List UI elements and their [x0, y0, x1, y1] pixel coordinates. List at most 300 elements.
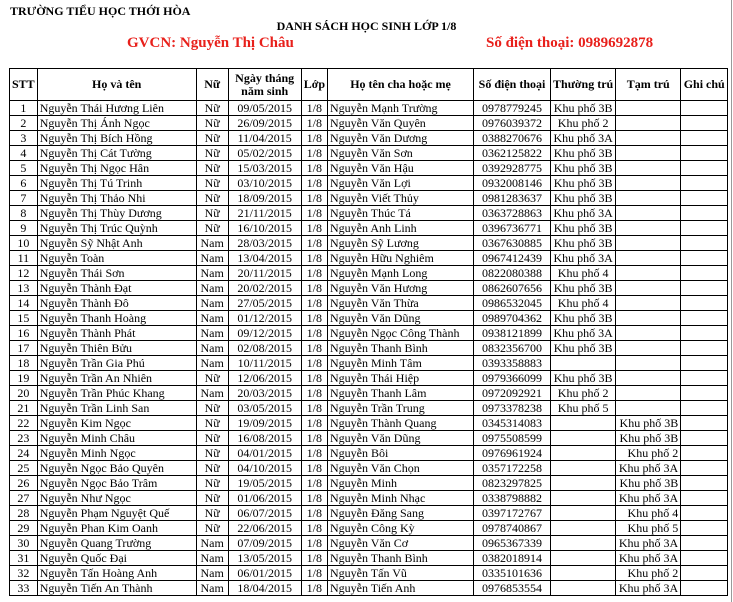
cell-name[interactable]: Nguyễn Thị Bích Hồng: [37, 131, 196, 146]
cell-gender[interactable]: Nam: [196, 281, 228, 296]
cell-dob[interactable]: 19/05/2015: [228, 476, 301, 491]
cell-note[interactable]: [681, 431, 728, 446]
cell-dob[interactable]: 27/05/2015: [228, 296, 301, 311]
cell-thuong-tru[interactable]: [551, 416, 616, 431]
cell-class[interactable]: 1/8: [301, 251, 327, 266]
cell-class[interactable]: 1/8: [301, 536, 327, 551]
cell-gender[interactable]: Nam: [196, 266, 228, 281]
cell-dob[interactable]: 18/09/2015: [228, 191, 301, 206]
cell-stt[interactable]: 4: [10, 146, 38, 161]
cell-class[interactable]: 1/8: [301, 206, 327, 221]
cell-phone[interactable]: 0367630885: [474, 236, 551, 251]
cell-class[interactable]: 1/8: [301, 476, 327, 491]
cell-name[interactable]: Nguyễn Tiến An Thành: [37, 581, 196, 596]
cell-phone[interactable]: 0363728863: [474, 206, 551, 221]
cell-note[interactable]: [681, 251, 728, 266]
cell-stt[interactable]: 27: [10, 491, 38, 506]
cell-phone[interactable]: 0975508599: [474, 431, 551, 446]
cell-phone[interactable]: 0832356700: [474, 341, 551, 356]
cell-parent[interactable]: Nguyễn Văn Dũng: [328, 311, 474, 326]
col-class[interactable]: Lớp: [301, 69, 327, 101]
cell-thuong-tru[interactable]: Khu phố 3B: [551, 281, 616, 296]
cell-tam-tru[interactable]: [616, 356, 681, 371]
cell-note[interactable]: [681, 401, 728, 416]
cell-dob[interactable]: 20/11/2015: [228, 266, 301, 281]
cell-dob[interactable]: 28/03/2015: [228, 236, 301, 251]
cell-note[interactable]: [681, 491, 728, 506]
cell-class[interactable]: 1/8: [301, 221, 327, 236]
cell-phone[interactable]: 0976961924: [474, 446, 551, 461]
cell-name[interactable]: Nguyễn Thiên Bửu: [37, 341, 196, 356]
cell-name[interactable]: Nguyễn Ngọc Bảo Quyên: [37, 461, 196, 476]
cell-stt[interactable]: 6: [10, 176, 38, 191]
cell-tam-tru[interactable]: Khu phố 3A: [616, 551, 681, 566]
cell-gender[interactable]: Nữ: [196, 116, 228, 131]
cell-dob[interactable]: 01/12/2015: [228, 311, 301, 326]
cell-parent[interactable]: Nguyễn Đăng Sang: [328, 506, 474, 521]
cell-thuong-tru[interactable]: Khu phố 3B: [551, 341, 616, 356]
cell-class[interactable]: 1/8: [301, 401, 327, 416]
cell-class[interactable]: 1/8: [301, 281, 327, 296]
col-tam-tru[interactable]: Tạm trú: [616, 69, 681, 101]
cell-gender[interactable]: Nữ: [196, 491, 228, 506]
cell-class[interactable]: 1/8: [301, 581, 327, 596]
cell-class[interactable]: 1/8: [301, 131, 327, 146]
cell-note[interactable]: [681, 326, 728, 341]
cell-dob[interactable]: 02/08/2015: [228, 341, 301, 356]
cell-gender[interactable]: Nam: [196, 356, 228, 371]
cell-gender[interactable]: Nữ: [196, 176, 228, 191]
cell-note[interactable]: [681, 536, 728, 551]
cell-note[interactable]: [681, 476, 728, 491]
cell-class[interactable]: 1/8: [301, 521, 327, 536]
cell-tam-tru[interactable]: [616, 131, 681, 146]
cell-class[interactable]: 1/8: [301, 431, 327, 446]
cell-parent[interactable]: Nguyễn Văn Dương: [328, 131, 474, 146]
cell-tam-tru[interactable]: Khu phố 5: [616, 521, 681, 536]
cell-note[interactable]: [681, 566, 728, 581]
cell-name[interactable]: Nguyễn Thị Tú Trinh: [37, 176, 196, 191]
cell-phone[interactable]: 0388270676: [474, 131, 551, 146]
cell-phone[interactable]: 0989704362: [474, 311, 551, 326]
cell-phone[interactable]: 0976853554: [474, 581, 551, 596]
cell-name[interactable]: Nguyễn Trần Phúc Khang: [37, 386, 196, 401]
cell-gender[interactable]: Nam: [196, 236, 228, 251]
cell-tam-tru[interactable]: [616, 401, 681, 416]
cell-thuong-tru[interactable]: Khu phố 2: [551, 116, 616, 131]
cell-parent[interactable]: Nguyễn Văn Cơ: [328, 536, 474, 551]
cell-parent[interactable]: Nguyễn Hữu Nghiêm: [328, 251, 474, 266]
cell-gender[interactable]: Nữ: [196, 191, 228, 206]
cell-name[interactable]: Nguyễn Trần An Nhiên: [37, 371, 196, 386]
cell-thuong-tru[interactable]: Khu phố 2: [551, 386, 616, 401]
cell-stt[interactable]: 25: [10, 461, 38, 476]
cell-gender[interactable]: Nữ: [196, 146, 228, 161]
cell-parent[interactable]: Nguyễn Văn Hương: [328, 281, 474, 296]
cell-phone[interactable]: 0822080388: [474, 266, 551, 281]
cell-dob[interactable]: 13/05/2015: [228, 551, 301, 566]
cell-tam-tru[interactable]: [616, 371, 681, 386]
cell-thuong-tru[interactable]: Khu phố 3B: [551, 221, 616, 236]
cell-class[interactable]: 1/8: [301, 146, 327, 161]
cell-phone[interactable]: 0978740867: [474, 521, 551, 536]
cell-parent[interactable]: Nguyễn Thành Quang: [328, 416, 474, 431]
cell-stt[interactable]: 14: [10, 296, 38, 311]
cell-parent[interactable]: Nguyễn Tấn Vũ: [328, 566, 474, 581]
cell-parent[interactable]: Nguyễn Văn Thừa: [328, 296, 474, 311]
cell-parent[interactable]: Nguyễn Văn Lợi: [328, 176, 474, 191]
cell-class[interactable]: 1/8: [301, 191, 327, 206]
cell-thuong-tru[interactable]: Khu phố 3A: [551, 326, 616, 341]
cell-phone[interactable]: 0357172258: [474, 461, 551, 476]
cell-gender[interactable]: Nam: [196, 581, 228, 596]
cell-note[interactable]: [681, 506, 728, 521]
cell-dob[interactable]: 05/02/2015: [228, 146, 301, 161]
cell-class[interactable]: 1/8: [301, 416, 327, 431]
cell-phone[interactable]: 0335101636: [474, 566, 551, 581]
cell-parent[interactable]: Nguyễn Công Kỳ: [328, 521, 474, 536]
cell-tam-tru[interactable]: [616, 296, 681, 311]
cell-tam-tru[interactable]: [616, 176, 681, 191]
cell-note[interactable]: [681, 236, 728, 251]
cell-gender[interactable]: Nữ: [196, 101, 228, 116]
cell-dob[interactable]: 01/06/2015: [228, 491, 301, 506]
cell-thuong-tru[interactable]: [551, 446, 616, 461]
cell-name[interactable]: Nguyễn Như Ngọc: [37, 491, 196, 506]
col-ghi-chu[interactable]: Ghi chú: [681, 69, 728, 101]
col-dob[interactable]: Ngày tháng năm sinh: [228, 69, 301, 101]
cell-phone[interactable]: 0823297825: [474, 476, 551, 491]
cell-stt[interactable]: 9: [10, 221, 38, 236]
cell-gender[interactable]: Nữ: [196, 371, 228, 386]
cell-name[interactable]: Nguyễn Thị Ánh Ngọc: [37, 116, 196, 131]
cell-dob[interactable]: 16/10/2015: [228, 221, 301, 236]
cell-parent[interactable]: Nguyễn Mạnh Trường: [328, 101, 474, 116]
cell-stt[interactable]: 7: [10, 191, 38, 206]
cell-name[interactable]: Nguyễn Trần Gia Phú: [37, 356, 196, 371]
cell-tam-tru[interactable]: [616, 236, 681, 251]
cell-parent[interactable]: Nguyễn Văn Quyên: [328, 116, 474, 131]
cell-gender[interactable]: Nữ: [196, 506, 228, 521]
cell-stt[interactable]: 33: [10, 581, 38, 596]
cell-tam-tru[interactable]: [616, 221, 681, 236]
cell-tam-tru[interactable]: Khu phố 3A: [616, 461, 681, 476]
cell-note[interactable]: [681, 581, 728, 596]
cell-name[interactable]: Nguyễn Thị Thùy Dương: [37, 206, 196, 221]
cell-gender[interactable]: Nữ: [196, 431, 228, 446]
cell-note[interactable]: [681, 446, 728, 461]
cell-thuong-tru[interactable]: Khu phố 3B: [551, 161, 616, 176]
cell-gender[interactable]: Nữ: [196, 131, 228, 146]
cell-stt[interactable]: 19: [10, 371, 38, 386]
cell-thuong-tru[interactable]: [551, 506, 616, 521]
cell-parent[interactable]: Nguyễn Minh: [328, 476, 474, 491]
cell-tam-tru[interactable]: Khu phố 4: [616, 506, 681, 521]
cell-note[interactable]: [681, 416, 728, 431]
cell-stt[interactable]: 29: [10, 521, 38, 536]
cell-parent[interactable]: Nguyễn Thanh Lâm: [328, 386, 474, 401]
cell-dob[interactable]: 21/11/2015: [228, 206, 301, 221]
cell-name[interactable]: Nguyễn Thành Đạt: [37, 281, 196, 296]
cell-thuong-tru[interactable]: [551, 566, 616, 581]
cell-gender[interactable]: Nam: [196, 341, 228, 356]
cell-dob[interactable]: 22/06/2015: [228, 521, 301, 536]
cell-name[interactable]: Nguyễn Thị Trúc Quỳnh: [37, 221, 196, 236]
cell-parent[interactable]: Nguyễn Văn Chọn: [328, 461, 474, 476]
cell-phone[interactable]: 0382018914: [474, 551, 551, 566]
cell-class[interactable]: 1/8: [301, 446, 327, 461]
cell-note[interactable]: [681, 356, 728, 371]
cell-phone[interactable]: 0967412439: [474, 251, 551, 266]
cell-thuong-tru[interactable]: [551, 581, 616, 596]
cell-name[interactable]: Nguyễn Kim Ngọc: [37, 416, 196, 431]
cell-tam-tru[interactable]: [616, 326, 681, 341]
cell-stt[interactable]: 13: [10, 281, 38, 296]
cell-phone[interactable]: 0362125822: [474, 146, 551, 161]
cell-thuong-tru[interactable]: Khu phố 4: [551, 296, 616, 311]
cell-phone[interactable]: 0972092921: [474, 386, 551, 401]
cell-dob[interactable]: 09/12/2015: [228, 326, 301, 341]
cell-thuong-tru[interactable]: Khu phố 3B: [551, 146, 616, 161]
cell-class[interactable]: 1/8: [301, 341, 327, 356]
cell-thuong-tru[interactable]: [551, 551, 616, 566]
cell-dob[interactable]: 15/03/2015: [228, 161, 301, 176]
col-stt[interactable]: STT: [10, 69, 38, 101]
cell-parent[interactable]: Nguyễn Sỹ Lương: [328, 236, 474, 251]
cell-class[interactable]: 1/8: [301, 101, 327, 116]
cell-parent[interactable]: Nguyễn Thái Hiệp: [328, 371, 474, 386]
cell-dob[interactable]: 19/09/2015: [228, 416, 301, 431]
cell-phone[interactable]: 0938121899: [474, 326, 551, 341]
cell-phone[interactable]: 0862607656: [474, 281, 551, 296]
cell-parent[interactable]: Nguyễn Ngọc Công Thành: [328, 326, 474, 341]
cell-gender[interactable]: Nam: [196, 536, 228, 551]
cell-thuong-tru[interactable]: [551, 476, 616, 491]
cell-parent[interactable]: Nguyễn Viết Thủy: [328, 191, 474, 206]
cell-note[interactable]: [681, 161, 728, 176]
cell-stt[interactable]: 1: [10, 101, 38, 116]
cell-thuong-tru[interactable]: Khu phố 3B: [551, 236, 616, 251]
cell-class[interactable]: 1/8: [301, 311, 327, 326]
cell-dob[interactable]: 11/04/2015: [228, 131, 301, 146]
cell-gender[interactable]: Nữ: [196, 521, 228, 536]
cell-dob[interactable]: 04/01/2015: [228, 446, 301, 461]
cell-phone[interactable]: 0338798882: [474, 491, 551, 506]
cell-phone[interactable]: 0978779245: [474, 101, 551, 116]
cell-gender[interactable]: Nữ: [196, 416, 228, 431]
cell-name[interactable]: Nguyễn Thị Ngọc Hân: [37, 161, 196, 176]
cell-tam-tru[interactable]: [616, 146, 681, 161]
cell-name[interactable]: Nguyễn Tấn Hoàng Anh: [37, 566, 196, 581]
cell-tam-tru[interactable]: [616, 251, 681, 266]
cell-tam-tru[interactable]: [616, 266, 681, 281]
cell-phone[interactable]: 0976039372: [474, 116, 551, 131]
cell-note[interactable]: [681, 311, 728, 326]
cell-phone[interactable]: 0397172767: [474, 506, 551, 521]
cell-note[interactable]: [681, 131, 728, 146]
cell-note[interactable]: [681, 386, 728, 401]
cell-thuong-tru[interactable]: [551, 356, 616, 371]
col-gender[interactable]: Nữ: [196, 69, 228, 101]
cell-name[interactable]: Nguyễn Quốc Đại: [37, 551, 196, 566]
cell-dob[interactable]: 09/05/2015: [228, 101, 301, 116]
cell-parent[interactable]: Nguyễn Văn Sơn: [328, 146, 474, 161]
cell-note[interactable]: [681, 206, 728, 221]
cell-thuong-tru[interactable]: Khu phố 3B: [551, 371, 616, 386]
cell-tam-tru[interactable]: [616, 311, 681, 326]
cell-dob[interactable]: 03/05/2015: [228, 401, 301, 416]
cell-stt[interactable]: 17: [10, 341, 38, 356]
cell-gender[interactable]: Nữ: [196, 476, 228, 491]
cell-dob[interactable]: 26/09/2015: [228, 116, 301, 131]
cell-tam-tru[interactable]: Khu phố 3A: [616, 536, 681, 551]
cell-stt[interactable]: 22: [10, 416, 38, 431]
cell-name[interactable]: Nguyễn Thành Đô: [37, 296, 196, 311]
cell-dob[interactable]: 16/08/2015: [228, 431, 301, 446]
cell-name[interactable]: Nguyễn Thái Sơn: [37, 266, 196, 281]
cell-phone[interactable]: 0986532045: [474, 296, 551, 311]
cell-class[interactable]: 1/8: [301, 161, 327, 176]
cell-thuong-tru[interactable]: Khu phố 3B: [551, 311, 616, 326]
cell-thuong-tru[interactable]: Khu phố 3B: [551, 176, 616, 191]
cell-stt[interactable]: 31: [10, 551, 38, 566]
cell-stt[interactable]: 23: [10, 431, 38, 446]
cell-gender[interactable]: Nam: [196, 566, 228, 581]
cell-tam-tru[interactable]: [616, 191, 681, 206]
cell-thuong-tru[interactable]: [551, 491, 616, 506]
cell-parent[interactable]: Nguyễn Anh Linh: [328, 221, 474, 236]
cell-phone[interactable]: 0973378238: [474, 401, 551, 416]
cell-gender[interactable]: Nữ: [196, 446, 228, 461]
cell-thuong-tru[interactable]: Khu phố 3A: [551, 251, 616, 266]
cell-gender[interactable]: Nam: [196, 326, 228, 341]
cell-class[interactable]: 1/8: [301, 116, 327, 131]
cell-parent[interactable]: Nguyễn Văn Dũng: [328, 431, 474, 446]
cell-class[interactable]: 1/8: [301, 551, 327, 566]
cell-stt[interactable]: 26: [10, 476, 38, 491]
cell-phone[interactable]: 0932008146: [474, 176, 551, 191]
cell-thuong-tru[interactable]: Khu phố 3A: [551, 206, 616, 221]
cell-name[interactable]: Nguyễn Minh Châu: [37, 431, 196, 446]
cell-stt[interactable]: 3: [10, 131, 38, 146]
cell-parent[interactable]: Nguyễn Mạnh Long: [328, 266, 474, 281]
cell-phone[interactable]: 0392928775: [474, 161, 551, 176]
cell-stt[interactable]: 10: [10, 236, 38, 251]
cell-dob[interactable]: 06/01/2015: [228, 566, 301, 581]
cell-phone[interactable]: 0393358883: [474, 356, 551, 371]
cell-stt[interactable]: 15: [10, 311, 38, 326]
cell-class[interactable]: 1/8: [301, 296, 327, 311]
cell-dob[interactable]: 06/07/2015: [228, 506, 301, 521]
cell-name[interactable]: Nguyễn Quang Trường: [37, 536, 196, 551]
cell-note[interactable]: [681, 146, 728, 161]
cell-stt[interactable]: 28: [10, 506, 38, 521]
cell-gender[interactable]: Nam: [196, 296, 228, 311]
cell-name[interactable]: Nguyễn Trần Linh San: [37, 401, 196, 416]
cell-name[interactable]: Nguyễn Phạm Nguyệt Quế: [37, 506, 196, 521]
cell-dob[interactable]: 12/06/2015: [228, 371, 301, 386]
cell-dob[interactable]: 20/02/2015: [228, 281, 301, 296]
cell-thuong-tru[interactable]: [551, 431, 616, 446]
cell-class[interactable]: 1/8: [301, 371, 327, 386]
cell-stt[interactable]: 2: [10, 116, 38, 131]
cell-parent[interactable]: Nguyễn Tiến Anh: [328, 581, 474, 596]
cell-thuong-tru[interactable]: Khu phố 5: [551, 401, 616, 416]
cell-tam-tru[interactable]: Khu phố 3A: [616, 581, 681, 596]
cell-phone[interactable]: 0981283637: [474, 191, 551, 206]
cell-class[interactable]: 1/8: [301, 386, 327, 401]
cell-tam-tru[interactable]: [616, 386, 681, 401]
cell-dob[interactable]: 18/04/2015: [228, 581, 301, 596]
cell-stt[interactable]: 11: [10, 251, 38, 266]
cell-parent[interactable]: Nguyễn Trần Trung: [328, 401, 474, 416]
cell-stt[interactable]: 20: [10, 386, 38, 401]
cell-class[interactable]: 1/8: [301, 461, 327, 476]
cell-parent[interactable]: Nguyễn Thanh Bình: [328, 341, 474, 356]
cell-tam-tru[interactable]: [616, 206, 681, 221]
cell-name[interactable]: Nguyễn Thanh Hoàng: [37, 311, 196, 326]
cell-tam-tru[interactable]: [616, 161, 681, 176]
cell-stt[interactable]: 5: [10, 161, 38, 176]
cell-class[interactable]: 1/8: [301, 506, 327, 521]
cell-parent[interactable]: Nguyễn Minh Tâm: [328, 356, 474, 371]
cell-name[interactable]: Nguyễn Thành Phát: [37, 326, 196, 341]
col-thuong-tru[interactable]: Thường trú: [551, 69, 616, 101]
cell-name[interactable]: Nguyễn Toàn: [37, 251, 196, 266]
cell-thuong-tru[interactable]: Khu phố 3B: [551, 191, 616, 206]
cell-note[interactable]: [681, 461, 728, 476]
cell-gender[interactable]: Nam: [196, 311, 228, 326]
col-name[interactable]: Họ và tên: [37, 69, 196, 101]
cell-name[interactable]: Nguyễn Ngọc Bảo Trâm: [37, 476, 196, 491]
cell-thuong-tru[interactable]: [551, 536, 616, 551]
cell-dob[interactable]: 03/10/2015: [228, 176, 301, 191]
cell-tam-tru[interactable]: Khu phố 3B: [616, 431, 681, 446]
cell-thuong-tru[interactable]: [551, 521, 616, 536]
cell-name[interactable]: Nguyễn Thị Thảo Nhi: [37, 191, 196, 206]
cell-phone[interactable]: 0396736771: [474, 221, 551, 236]
cell-parent[interactable]: Nguyễn Thanh Bình: [328, 551, 474, 566]
cell-dob[interactable]: 13/04/2015: [228, 251, 301, 266]
cell-tam-tru[interactable]: Khu phố 3B: [616, 416, 681, 431]
cell-dob[interactable]: 20/03/2015: [228, 386, 301, 401]
cell-parent[interactable]: Nguyễn Bôi: [328, 446, 474, 461]
cell-stt[interactable]: 18: [10, 356, 38, 371]
cell-class[interactable]: 1/8: [301, 266, 327, 281]
cell-tam-tru[interactable]: Khu phố 2: [616, 446, 681, 461]
cell-name[interactable]: Nguyễn Minh Ngọc: [37, 446, 196, 461]
cell-parent[interactable]: Nguyễn Thúc Tá: [328, 206, 474, 221]
cell-class[interactable]: 1/8: [301, 566, 327, 581]
cell-note[interactable]: [681, 176, 728, 191]
cell-stt[interactable]: 32: [10, 566, 38, 581]
cell-gender[interactable]: Nữ: [196, 221, 228, 236]
cell-gender[interactable]: Nam: [196, 386, 228, 401]
cell-dob[interactable]: 04/10/2015: [228, 461, 301, 476]
cell-note[interactable]: [681, 521, 728, 536]
col-parent[interactable]: Họ tên cha hoặc mẹ: [328, 69, 474, 101]
cell-stt[interactable]: 21: [10, 401, 38, 416]
cell-note[interactable]: [681, 101, 728, 116]
cell-tam-tru[interactable]: [616, 281, 681, 296]
cell-class[interactable]: 1/8: [301, 236, 327, 251]
cell-stt[interactable]: 30: [10, 536, 38, 551]
cell-class[interactable]: 1/8: [301, 176, 327, 191]
cell-dob[interactable]: 07/09/2015: [228, 536, 301, 551]
cell-gender[interactable]: Nữ: [196, 461, 228, 476]
cell-class[interactable]: 1/8: [301, 326, 327, 341]
cell-name[interactable]: Nguyễn Thị Cát Tường: [37, 146, 196, 161]
